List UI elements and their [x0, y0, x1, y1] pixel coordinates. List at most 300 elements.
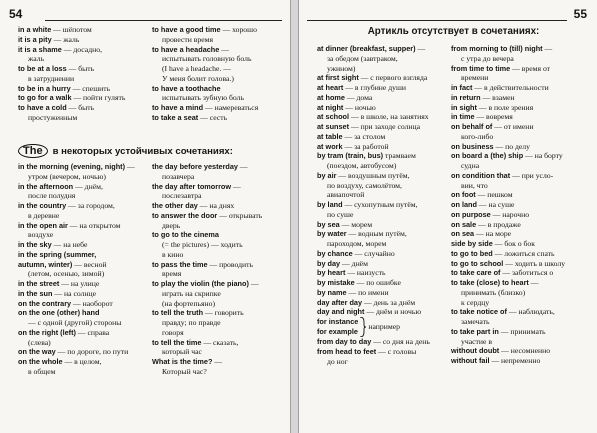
phrase-ru: — быть	[66, 64, 95, 73]
phrase-en: by air	[317, 170, 337, 180]
phrase-ru: (летом, осенью, зимой)	[28, 269, 105, 279]
list-item	[451, 64, 565, 74]
list-item	[152, 211, 262, 221]
phrase-en: on condition that	[451, 170, 511, 180]
phrase-en: on sea	[451, 229, 475, 239]
phrase-ru: играть на скрипке	[162, 288, 221, 298]
phrase-en: by name	[317, 287, 347, 297]
phrase-ru: — по дороге, по пути	[55, 347, 129, 357]
list-item	[152, 328, 262, 338]
phrase-ru: — принимать	[498, 326, 546, 336]
phrase-ru: — несомненно	[499, 346, 551, 356]
phrase-ru: — на суше	[476, 200, 515, 209]
list-item	[317, 288, 430, 298]
list-item	[451, 229, 565, 239]
list-item	[317, 64, 430, 74]
list-item	[152, 84, 258, 94]
phrase-en: to go to school	[451, 258, 504, 268]
header-rule	[45, 20, 282, 21]
list-item	[317, 93, 430, 103]
phrase-ru: — на борту	[523, 151, 563, 161]
phrase-ru: — с первого взгляда	[358, 73, 428, 83]
phrase-en: to be in a hurry	[18, 83, 71, 93]
phrase-ru: — днём	[340, 258, 368, 268]
heading-text: в некоторых устойчивых сочетаниях:	[52, 145, 233, 157]
list-item: например	[368, 322, 400, 332]
phrase-en: at sunset	[317, 122, 350, 131]
phrase-en: by land	[317, 200, 343, 209]
phrase-ru: с утра до вечера	[461, 53, 514, 63]
phrase-ru: замечать	[461, 317, 490, 326]
phrase-ru: — от имени	[492, 122, 534, 131]
phrase-ru: — жаль	[51, 34, 80, 44]
phrase-en: to be at a loss	[18, 64, 67, 73]
phrase-column	[18, 162, 135, 377]
brace-icon	[360, 317, 366, 337]
list-item: for instance	[317, 317, 359, 327]
phrase-ru: по воздуху, самолётом,	[327, 180, 402, 190]
list-item	[152, 357, 262, 367]
phrase-en: to have a cold	[18, 103, 67, 112]
phrase-en: in sight	[451, 102, 477, 112]
list-item	[18, 299, 135, 309]
list-item	[317, 298, 430, 308]
phrase-ru: —	[212, 357, 223, 366]
phrase-en: from time to time	[451, 63, 511, 73]
phrase-en: to go to bed	[451, 248, 493, 258]
article-oval: The	[18, 144, 48, 158]
list-item	[152, 64, 258, 74]
phrase-ru: — наблюдать,	[506, 307, 555, 317]
phrase-ru: — пешком	[475, 190, 513, 200]
phrase-en: it is a shame	[18, 44, 62, 54]
phrase-ru: авиапочтой	[327, 190, 365, 200]
list-item	[317, 307, 430, 317]
phrase-ru: —	[231, 181, 241, 191]
list-item	[152, 250, 262, 260]
list-item	[152, 172, 262, 182]
list-item	[317, 347, 430, 357]
phrase-en: What is the time?	[152, 357, 213, 366]
phrase-ru: — за столом	[342, 131, 386, 141]
phrase-en: on foot	[451, 190, 476, 200]
phrase-en: to take notice of	[451, 307, 507, 317]
header-rule	[307, 20, 567, 21]
list-item	[18, 113, 125, 123]
phrase-ru: — наоборот	[71, 298, 113, 308]
phrase-ru: после полудня	[28, 191, 76, 201]
phrase-ru: — с одной (другой) стороны	[28, 318, 122, 327]
list-item	[317, 132, 430, 142]
phrase-ru: — по ошибке	[354, 278, 401, 287]
phrase-en: autumn, winter)	[18, 259, 73, 269]
phrase-en: in the spring (summer,	[18, 249, 97, 259]
phrase-en: in the street	[18, 279, 60, 288]
phrase-ru: — заботиться о	[500, 268, 554, 278]
list-item	[18, 64, 125, 74]
phrase-ru: воздухе	[28, 230, 54, 240]
list-item	[451, 73, 565, 83]
list-item	[18, 201, 135, 211]
phrase-ru: —	[219, 44, 229, 54]
phrase-ru: — на море	[474, 229, 512, 239]
phrase-en: at work	[317, 141, 343, 151]
phrase-ru: — водным путём,	[346, 229, 407, 239]
phrase-ru: — сказать,	[201, 337, 239, 347]
list-item	[18, 191, 135, 201]
list-item	[18, 279, 135, 289]
phrase-ru: —	[248, 279, 259, 288]
list-item	[18, 240, 135, 250]
list-item	[317, 73, 430, 83]
list-item	[152, 25, 258, 35]
list-item	[18, 347, 135, 357]
phrase-en: in the sky	[18, 240, 52, 249]
list-item	[451, 103, 565, 113]
phrase-ru: — ходить в школу	[503, 258, 566, 268]
list-item	[152, 201, 262, 211]
list-item	[451, 327, 565, 337]
phrase-ru: — весной	[72, 259, 107, 269]
phrase-en: by water	[317, 229, 347, 239]
list-item	[317, 181, 430, 191]
list-item	[18, 74, 125, 84]
phrase-ru: —	[528, 278, 539, 287]
list-item	[18, 250, 135, 260]
phrase-ru: в общем	[28, 366, 56, 376]
phrase-ru: дверь	[162, 220, 181, 230]
phrase-ru: — за городом,	[66, 201, 115, 210]
list-item	[317, 44, 430, 54]
phrase-en: at table	[317, 131, 343, 141]
phrase-en: in a white	[18, 25, 52, 34]
list-item	[18, 182, 135, 192]
list-item	[451, 83, 565, 93]
phrase-en: to have a toothache	[152, 83, 221, 93]
phrase-ru: — намереваться	[203, 103, 259, 112]
phrase-ru: кого-либо	[461, 131, 494, 141]
phrase-ru: — за работой	[342, 141, 389, 151]
list-item	[317, 200, 430, 210]
phrase-ru: до ног	[327, 356, 348, 366]
list-item	[152, 162, 262, 172]
phrase-en: to tell the time	[152, 337, 202, 347]
list-item	[152, 338, 262, 348]
phrase-ru: (слева)	[28, 337, 51, 347]
list-item	[317, 278, 430, 288]
list-item	[451, 181, 565, 191]
list-item	[152, 103, 258, 113]
phrase-ru: — с головы	[376, 346, 417, 356]
list-item	[152, 318, 262, 328]
phrase-ru: пароходом, морем	[327, 239, 387, 248]
phrase-ru: испытывать головную боль	[162, 54, 252, 64]
phrase-ru: — пойти гулять	[71, 93, 126, 103]
phrase-ru: —	[237, 162, 248, 171]
list-item	[451, 142, 565, 152]
phrase-en: on the one (other) hand	[18, 308, 100, 318]
phrase-en: in the open air	[18, 220, 68, 230]
phrase-ru: ужином)	[327, 63, 356, 73]
list-item	[451, 220, 565, 230]
phrase-en: to tell the truth	[152, 308, 204, 318]
phrase-ru: — время от	[510, 63, 551, 73]
list-item	[152, 367, 262, 377]
phrase-ru: — на открытом	[67, 220, 121, 230]
list-item	[451, 210, 565, 220]
phrase-en: side by side	[451, 239, 493, 248]
phrase-en: to go for a walk	[18, 93, 72, 103]
list-item	[317, 229, 430, 239]
list-item	[152, 308, 262, 318]
list-item	[451, 151, 565, 161]
phrase-ru: послезавтра	[162, 191, 202, 201]
right-page	[298, 0, 597, 433]
list-item	[152, 240, 262, 250]
phrase-ru: — в поле зрения	[476, 102, 534, 112]
phrase-ru: испытывать зубную боль	[162, 93, 245, 103]
phrase-en: without fail	[451, 356, 490, 365]
list-item	[451, 44, 565, 54]
list-item	[451, 249, 565, 259]
page-number: 54	[9, 7, 23, 21]
list-item	[451, 317, 565, 327]
list-item	[317, 210, 430, 220]
phrase-ru: — в продаже	[476, 219, 521, 229]
list-item	[451, 259, 565, 269]
phrase-ru: простуженным	[28, 112, 78, 122]
list-item	[451, 171, 565, 181]
phrase-en: to take (close) to heart	[451, 278, 529, 287]
list-item	[18, 367, 135, 377]
list-item	[317, 268, 430, 278]
list-item	[152, 347, 262, 357]
list-item	[18, 54, 125, 64]
list-item	[152, 289, 262, 299]
phrase-ru: — открывать	[217, 210, 263, 220]
phrase-ru: — случайно	[352, 248, 395, 258]
phrase-en: on the whole	[18, 357, 63, 366]
phrase-ru: У меня болит голова.)	[162, 73, 234, 83]
phrase-ru: — справа	[75, 327, 110, 337]
phrase-ru: —	[125, 162, 135, 171]
list-item	[18, 25, 125, 35]
list-item	[152, 221, 262, 231]
phrase-en: to have a good time	[152, 25, 221, 34]
list-item	[152, 54, 258, 64]
phrase-en: at night	[317, 102, 344, 112]
phrase-en: to take part in	[451, 326, 499, 336]
phrase-ru: (поездом, автобусом)	[327, 161, 397, 170]
phrase-ru: — вовремя	[474, 112, 513, 122]
list-item	[152, 74, 258, 84]
phrase-en: at home	[317, 92, 345, 102]
list-item	[317, 83, 430, 93]
phrase-ru: — на днях	[197, 201, 235, 210]
list-item	[152, 260, 262, 270]
section-heading	[18, 143, 278, 159]
phrase-ru: утром (вечером, ночью)	[28, 171, 106, 181]
list-item	[18, 93, 125, 103]
phrase-ru: —	[415, 44, 426, 53]
phrase-en: by heart	[317, 268, 346, 278]
list-item	[317, 220, 430, 230]
list-item	[317, 54, 430, 64]
list-item	[317, 337, 430, 347]
phrase-list	[317, 337, 430, 366]
page-number: 55	[573, 7, 587, 21]
list-item	[18, 357, 135, 367]
phrase-en: in time	[451, 112, 475, 122]
phrase-en: to go to the cinema	[152, 230, 219, 240]
list-item	[18, 84, 125, 94]
list-item	[18, 172, 135, 182]
phrase-en: to have a headache	[152, 44, 220, 54]
list-item	[317, 249, 430, 259]
list-item	[317, 112, 430, 122]
phrase-column	[152, 25, 258, 123]
phrase-en: on the right (left)	[18, 327, 76, 337]
phrase-column	[152, 162, 262, 377]
list-item	[451, 337, 565, 347]
list-item	[317, 171, 430, 181]
phrase-en: by mistake	[317, 278, 355, 287]
list-item	[451, 356, 565, 366]
phrase-en: to pass the time	[152, 259, 208, 269]
list-item	[451, 190, 565, 200]
phrase-en: on behalf of	[451, 122, 493, 131]
phrase-en: on the way	[18, 347, 56, 357]
phrase-ru: — бок о бок	[492, 239, 535, 248]
phrase-ru: участие в	[461, 336, 492, 346]
phrase-ru: — в действительности	[472, 83, 549, 92]
phrase-ru: — при усло-	[510, 170, 554, 180]
phrase-column-left	[317, 44, 430, 366]
phrase-en: in the sun	[18, 288, 53, 298]
list-item	[152, 182, 262, 192]
phrase-ru: который час	[162, 347, 202, 357]
phrase-en: in the afternoon	[18, 181, 74, 191]
list-item: for example	[317, 327, 358, 336]
phrase-en: to take a seat	[152, 112, 199, 122]
phrase-ru: — по имени	[346, 287, 389, 297]
phrase-ru: — морем	[339, 219, 373, 229]
brace-entry	[317, 317, 430, 337]
phrase-ru: — днём и ночью	[364, 307, 422, 317]
phrase-en: to have a mind	[152, 103, 204, 112]
phrase-ru: — хорошо	[220, 25, 257, 34]
phrase-en: at heart	[317, 83, 344, 92]
phrase-ru: судна	[461, 161, 480, 170]
list-item	[317, 103, 430, 113]
list-item	[317, 190, 430, 200]
list-item	[451, 122, 565, 132]
list-item	[152, 113, 258, 123]
phrase-ru: времени	[461, 73, 489, 83]
phrase-en: the other day	[152, 201, 198, 210]
list-item	[152, 93, 258, 103]
list-item	[18, 221, 135, 231]
phrase-en: by tram (train, bus)	[317, 151, 384, 161]
phrase-ru: Который час?	[162, 366, 207, 376]
list-item	[451, 93, 565, 103]
list-item	[152, 230, 262, 240]
phrase-ru: время	[162, 269, 182, 279]
phrase-en: at first sight	[317, 73, 359, 83]
list-item	[18, 103, 125, 113]
phrase-en: day after day	[317, 297, 363, 307]
phrase-ru: — ночью	[343, 102, 376, 112]
list-item	[451, 161, 565, 171]
list-item	[152, 35, 258, 45]
phrase-ru: принимать (близко)	[461, 287, 526, 297]
phrase-ru: — нарочно	[490, 209, 530, 219]
phrase-ru: — дома	[344, 92, 373, 102]
list-item	[18, 308, 135, 318]
phrase-ru: правду; по правде	[162, 318, 221, 327]
phrase-en: at dinner (breakfast, supper)	[317, 44, 416, 53]
phrase-en: the day before yesterday	[152, 162, 238, 171]
phrase-ru: — на улице	[59, 279, 100, 288]
list-item	[451, 268, 565, 278]
left-page	[0, 0, 291, 433]
phrase-en: on land	[451, 200, 477, 209]
phrase-ru: — по делу	[493, 141, 530, 151]
phrase-ru: в кино	[162, 249, 184, 259]
list-item	[152, 191, 262, 201]
list-item	[18, 260, 135, 270]
list-item	[451, 346, 565, 356]
list-item	[18, 328, 135, 338]
phrase-ru: —	[542, 44, 553, 53]
phrase-column	[18, 25, 125, 123]
phrase-ru: — ложиться спать	[492, 248, 555, 258]
phrase-ru: трамваем	[383, 151, 416, 161]
phrase-ru: в затруднении	[28, 73, 75, 83]
phrase-ru: — днём,	[73, 181, 103, 191]
phrase-ru: за обедом (завтраком,	[327, 53, 398, 63]
phrase-en: it is a pity	[18, 34, 52, 44]
phrase-ru: — сухопутным путём,	[342, 200, 418, 209]
phrase-ru: в деревне	[28, 210, 60, 220]
list-item	[18, 162, 135, 172]
phrase-ru: — проводить	[207, 259, 253, 269]
phrase-ru: — в школе, на занятиях	[349, 112, 429, 122]
phrase-en: from morning to (till) night	[451, 44, 543, 53]
phrase-en: on business	[451, 141, 494, 151]
phrase-ru: говоря	[162, 327, 184, 337]
list-item	[152, 299, 262, 309]
phrase-ru: — на солнце	[52, 288, 97, 298]
phrase-ru: — на небе	[51, 240, 88, 249]
list-item	[317, 357, 430, 367]
phrase-en: by sea	[317, 219, 340, 229]
list-item	[152, 45, 258, 55]
list-item	[18, 338, 135, 348]
phrase-en: to take care of	[451, 268, 501, 278]
list-item	[317, 151, 430, 161]
phrase-en: on purpose	[451, 209, 491, 219]
phrase-ru: — при заходе солнца	[349, 122, 421, 131]
list-item	[18, 269, 135, 279]
phrase-ru: по суше	[327, 209, 354, 219]
phrase-ru: вии, что	[461, 180, 488, 190]
phrase-en: on the contrary	[18, 298, 72, 308]
phrase-en: the day after tomorrow	[152, 181, 232, 191]
list-item	[451, 288, 565, 298]
phrase-en: in the morning (evening, night)	[18, 162, 126, 171]
phrase-en: day and night	[317, 307, 365, 317]
